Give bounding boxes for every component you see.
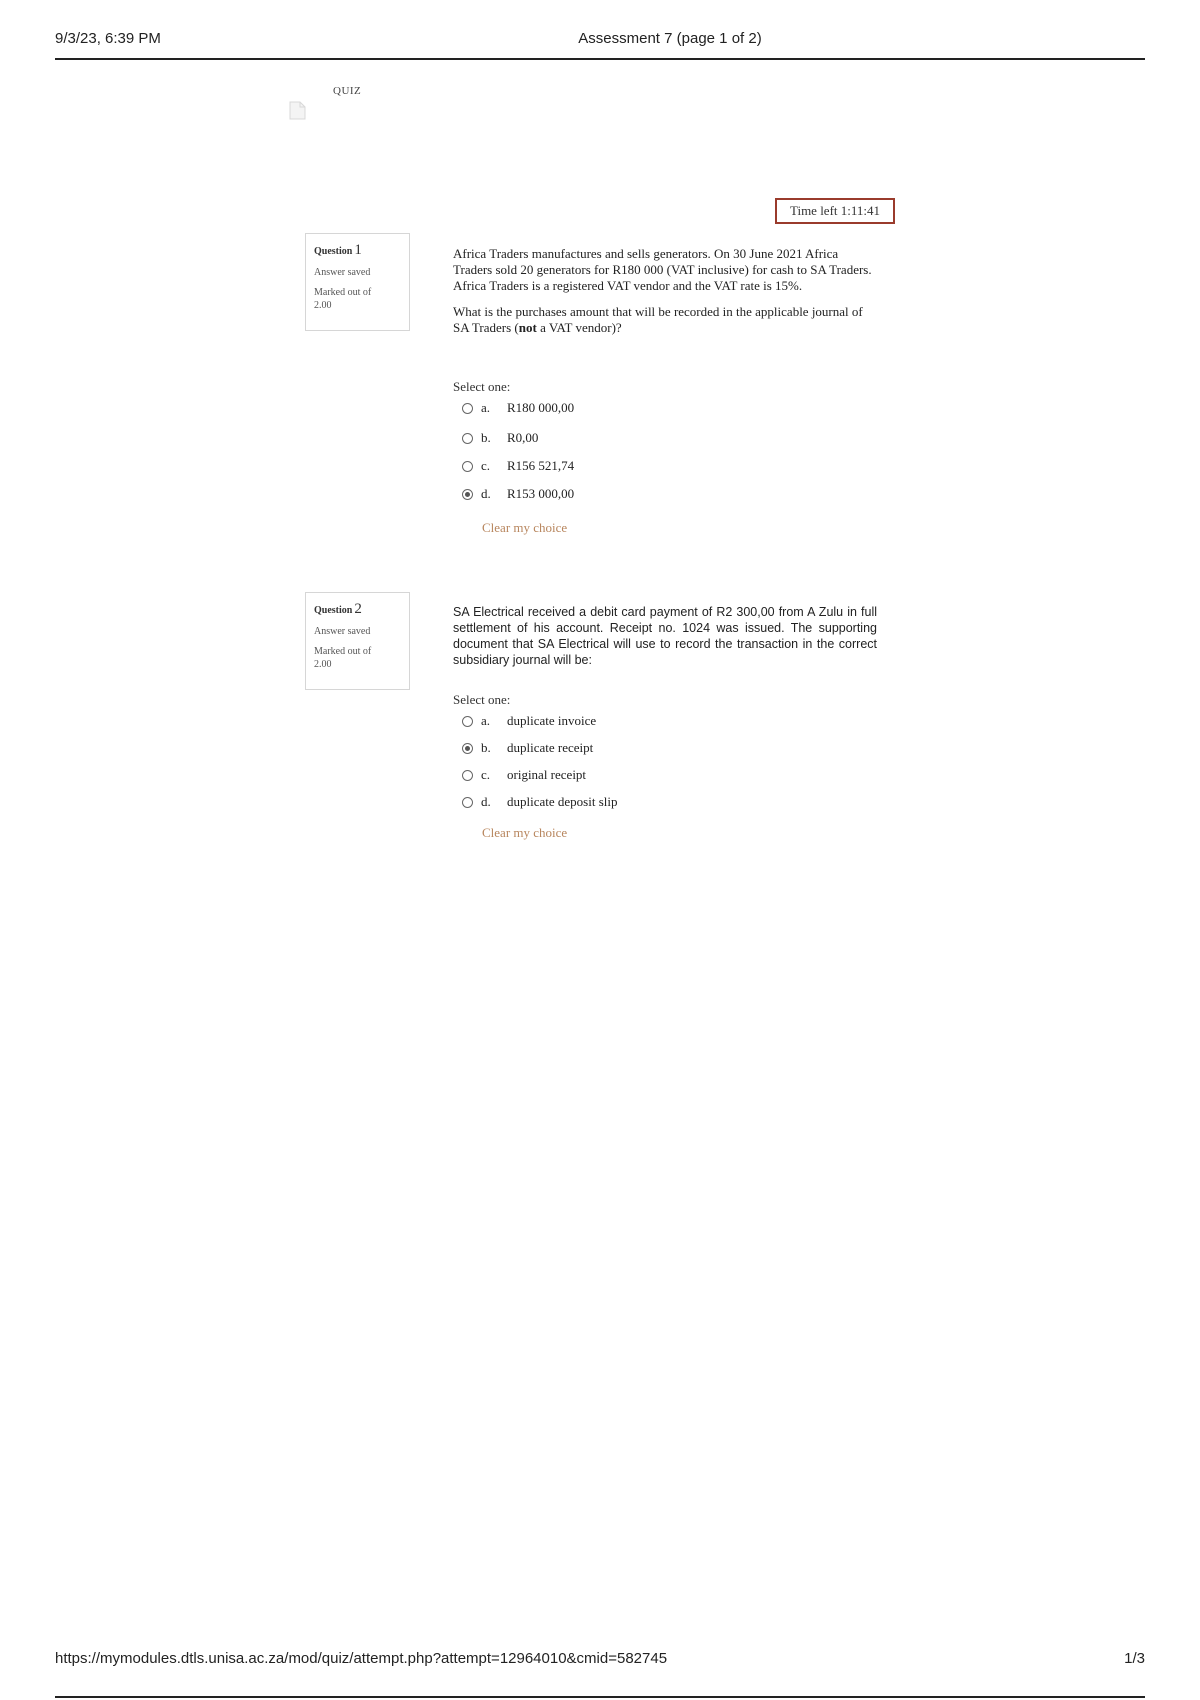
time-left-box: Time left 1:11:41 <box>775 198 895 224</box>
answer-option-b[interactable]: b. R0,00 <box>462 428 538 448</box>
print-page-number: 1/3 <box>1124 1650 1145 1667</box>
answer-option-d[interactable]: d. R153 000,00 <box>462 484 574 504</box>
print-url: https://mymodules.dtls.unisa.ac.za/mod/quiz/attempt.php?attempt=12964010&cmid=582745 <box>55 1650 668 1667</box>
radio-button[interactable] <box>462 433 473 444</box>
answer-option-a[interactable]: a. duplicate invoice <box>462 711 596 731</box>
answer-option-c[interactable]: c. R156 521,74 <box>462 456 574 476</box>
select-one-label: Select one: <box>453 379 511 394</box>
question-text-2: SA Electrical received a debit card payment of R2 300,00 from A Zulu in full settlement of his account. Receipt no. 1024 was issued. The supporting document that SA Electrical will use to record the transaction in the correct subsidiary journal will be: <box>453 605 877 667</box>
option-text: R153 000,00 <box>507 486 575 501</box>
option-text: R0,00 <box>507 430 539 445</box>
question-paragraph: Africa Traders manufactures and sells generators. On 30 June 2021 Africa Traders sold 20 generators for R180 000 (VAT inclusive) for cash to SA Traders. Africa Traders is a registered VAT vendor and the VAT rate is 15%. <box>453 246 872 293</box>
option-text: duplicate receipt <box>507 740 594 755</box>
print-date: 9/3/23, 6:39 PM <box>55 30 161 47</box>
quiz-icon[interactable] <box>289 101 306 120</box>
option-text: duplicate deposit slip <box>507 794 618 809</box>
option-text: R156 521,74 <box>507 458 575 473</box>
question-state: Answer saved <box>314 267 371 278</box>
question-grade: Marked out of 2.00 <box>314 287 372 311</box>
radio-button-selected[interactable] <box>462 743 473 754</box>
print-title: Assessment 7 (page 1 of 2) <box>578 30 762 47</box>
clear-my-choice-link[interactable]: Clear my choice <box>482 825 568 840</box>
option-text: R180 000,00 <box>507 400 575 415</box>
question-number: Question 2 <box>314 601 362 617</box>
radio-button[interactable] <box>462 403 473 414</box>
radio-button[interactable] <box>462 770 473 781</box>
select-one-label: Select one: <box>453 692 511 707</box>
question-info-1 <box>305 233 410 331</box>
footer-divider <box>55 1696 1145 1698</box>
question-text-1 <box>453 246 877 346</box>
question-number: Question 1 <box>314 242 362 258</box>
print-header <box>55 28 1145 60</box>
radio-button[interactable] <box>462 461 473 472</box>
clear-my-choice-link[interactable]: Clear my choice <box>482 520 568 535</box>
radio-button-selected[interactable] <box>462 489 473 500</box>
quiz-label: QUIZ <box>333 85 362 97</box>
answer-option-a[interactable]: a. R180 000,00 <box>462 398 574 418</box>
radio-button[interactable] <box>462 716 473 727</box>
radio-button[interactable] <box>462 797 473 808</box>
answer-option-b[interactable]: b. duplicate receipt <box>462 738 593 758</box>
question-grade: Marked out of 2.00 <box>314 646 372 670</box>
answer-option-d[interactable]: d. duplicate deposit slip <box>462 792 617 812</box>
question-state: Answer saved <box>314 626 371 637</box>
option-text: original receipt <box>507 767 587 782</box>
answer-option-c[interactable]: c. original receipt <box>462 765 586 785</box>
option-text: duplicate invoice <box>507 713 597 728</box>
question-paragraph: What is the purchases amount that will be recorded in the applicable journal of SA Traders (not a VAT vendor)? <box>453 304 863 335</box>
question-info-2 <box>305 592 410 690</box>
